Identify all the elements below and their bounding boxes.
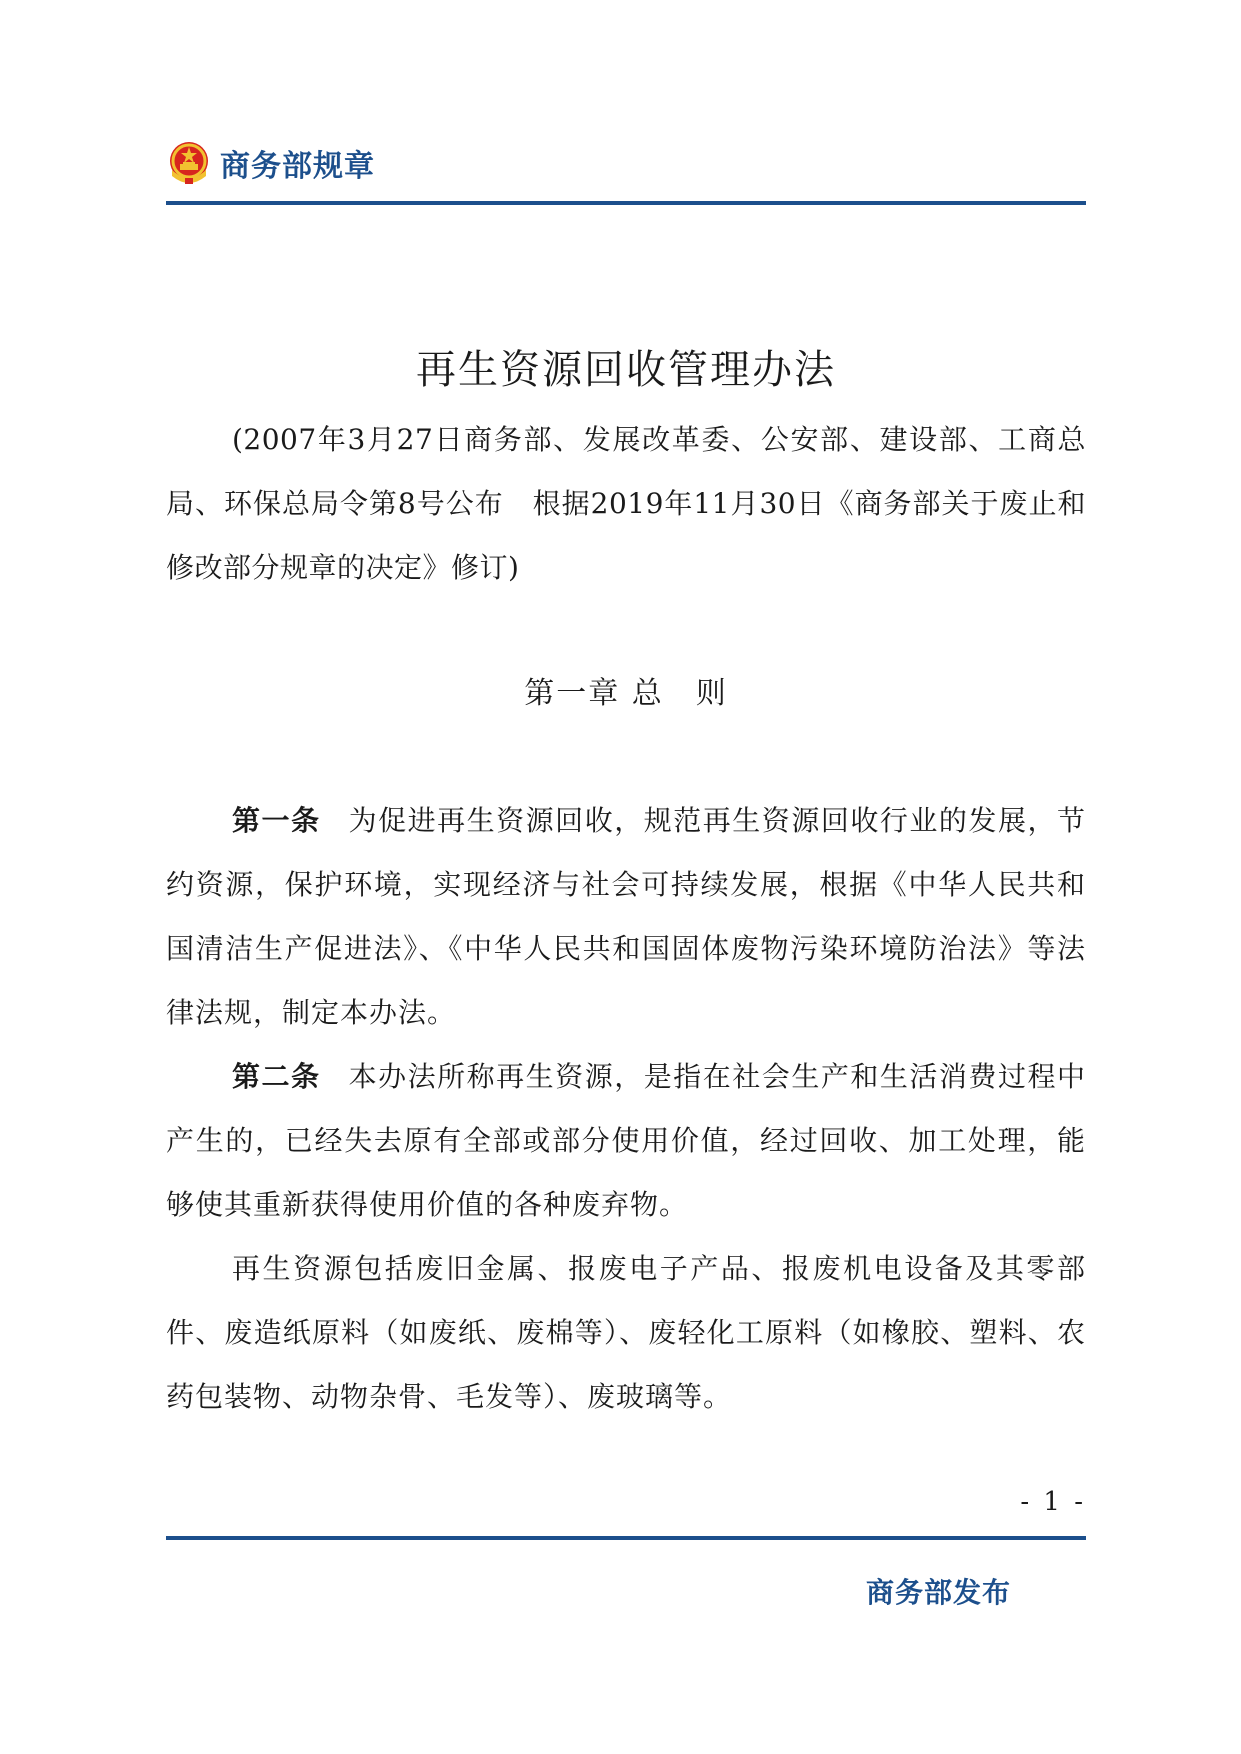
article-2 [166, 1045, 1086, 1237]
article-2-text: 本办法所称再生资源，是指在社会生产和生活消费过程中产生的，已经失去原有全部或部分使用价值，经过回收、加工处理，能够使其重新获得使用价值的各种废弃物。 [166, 1060, 1086, 1221]
national-emblem-icon [166, 140, 212, 186]
page-header [166, 135, 375, 191]
article-1 [166, 789, 1086, 1045]
article-1-label: 第一条 [232, 804, 321, 837]
article-1-text: 为促进再生资源回收，规范再生资源回收行业的发展，节约资源，保护环境，实现经济与社会可持续发展，根据《中华人民共和国清洁生产促进法》、《中华人民共和国固体废物污染环境防治法》等法律法规，制定本办法。 [166, 804, 1086, 1029]
document-note: (2007年3月27日商务部、发展改革委、公安部、建设部、工商总局、环保总局令第8号公布 根据2019年11月30日《商务部关于废止和修改部分规章的决定》修订) [166, 423, 1086, 584]
header-title: 商务部规章 [220, 149, 375, 184]
article-2-label: 第二条 [232, 1060, 321, 1093]
footer-divider [166, 1536, 1086, 1540]
document-title: 再生资源回收管理办法 [416, 347, 836, 393]
header-divider [166, 201, 1086, 205]
chapter-heading: 第一章 总 则 [524, 676, 728, 711]
paragraph-resources: 再生资源包括废旧金属、报废电子产品、报废机电设备及其零部件、废造纸原料（如废纸、废棉等）、废轻化工原料（如橡胶、塑料、农药包装物、动物杂骨、毛发等）、废玻璃等。 [166, 1252, 1086, 1413]
footer-publisher: 商务部发布 [866, 1576, 1012, 1609]
page-number: - 1 - [1020, 1487, 1086, 1517]
